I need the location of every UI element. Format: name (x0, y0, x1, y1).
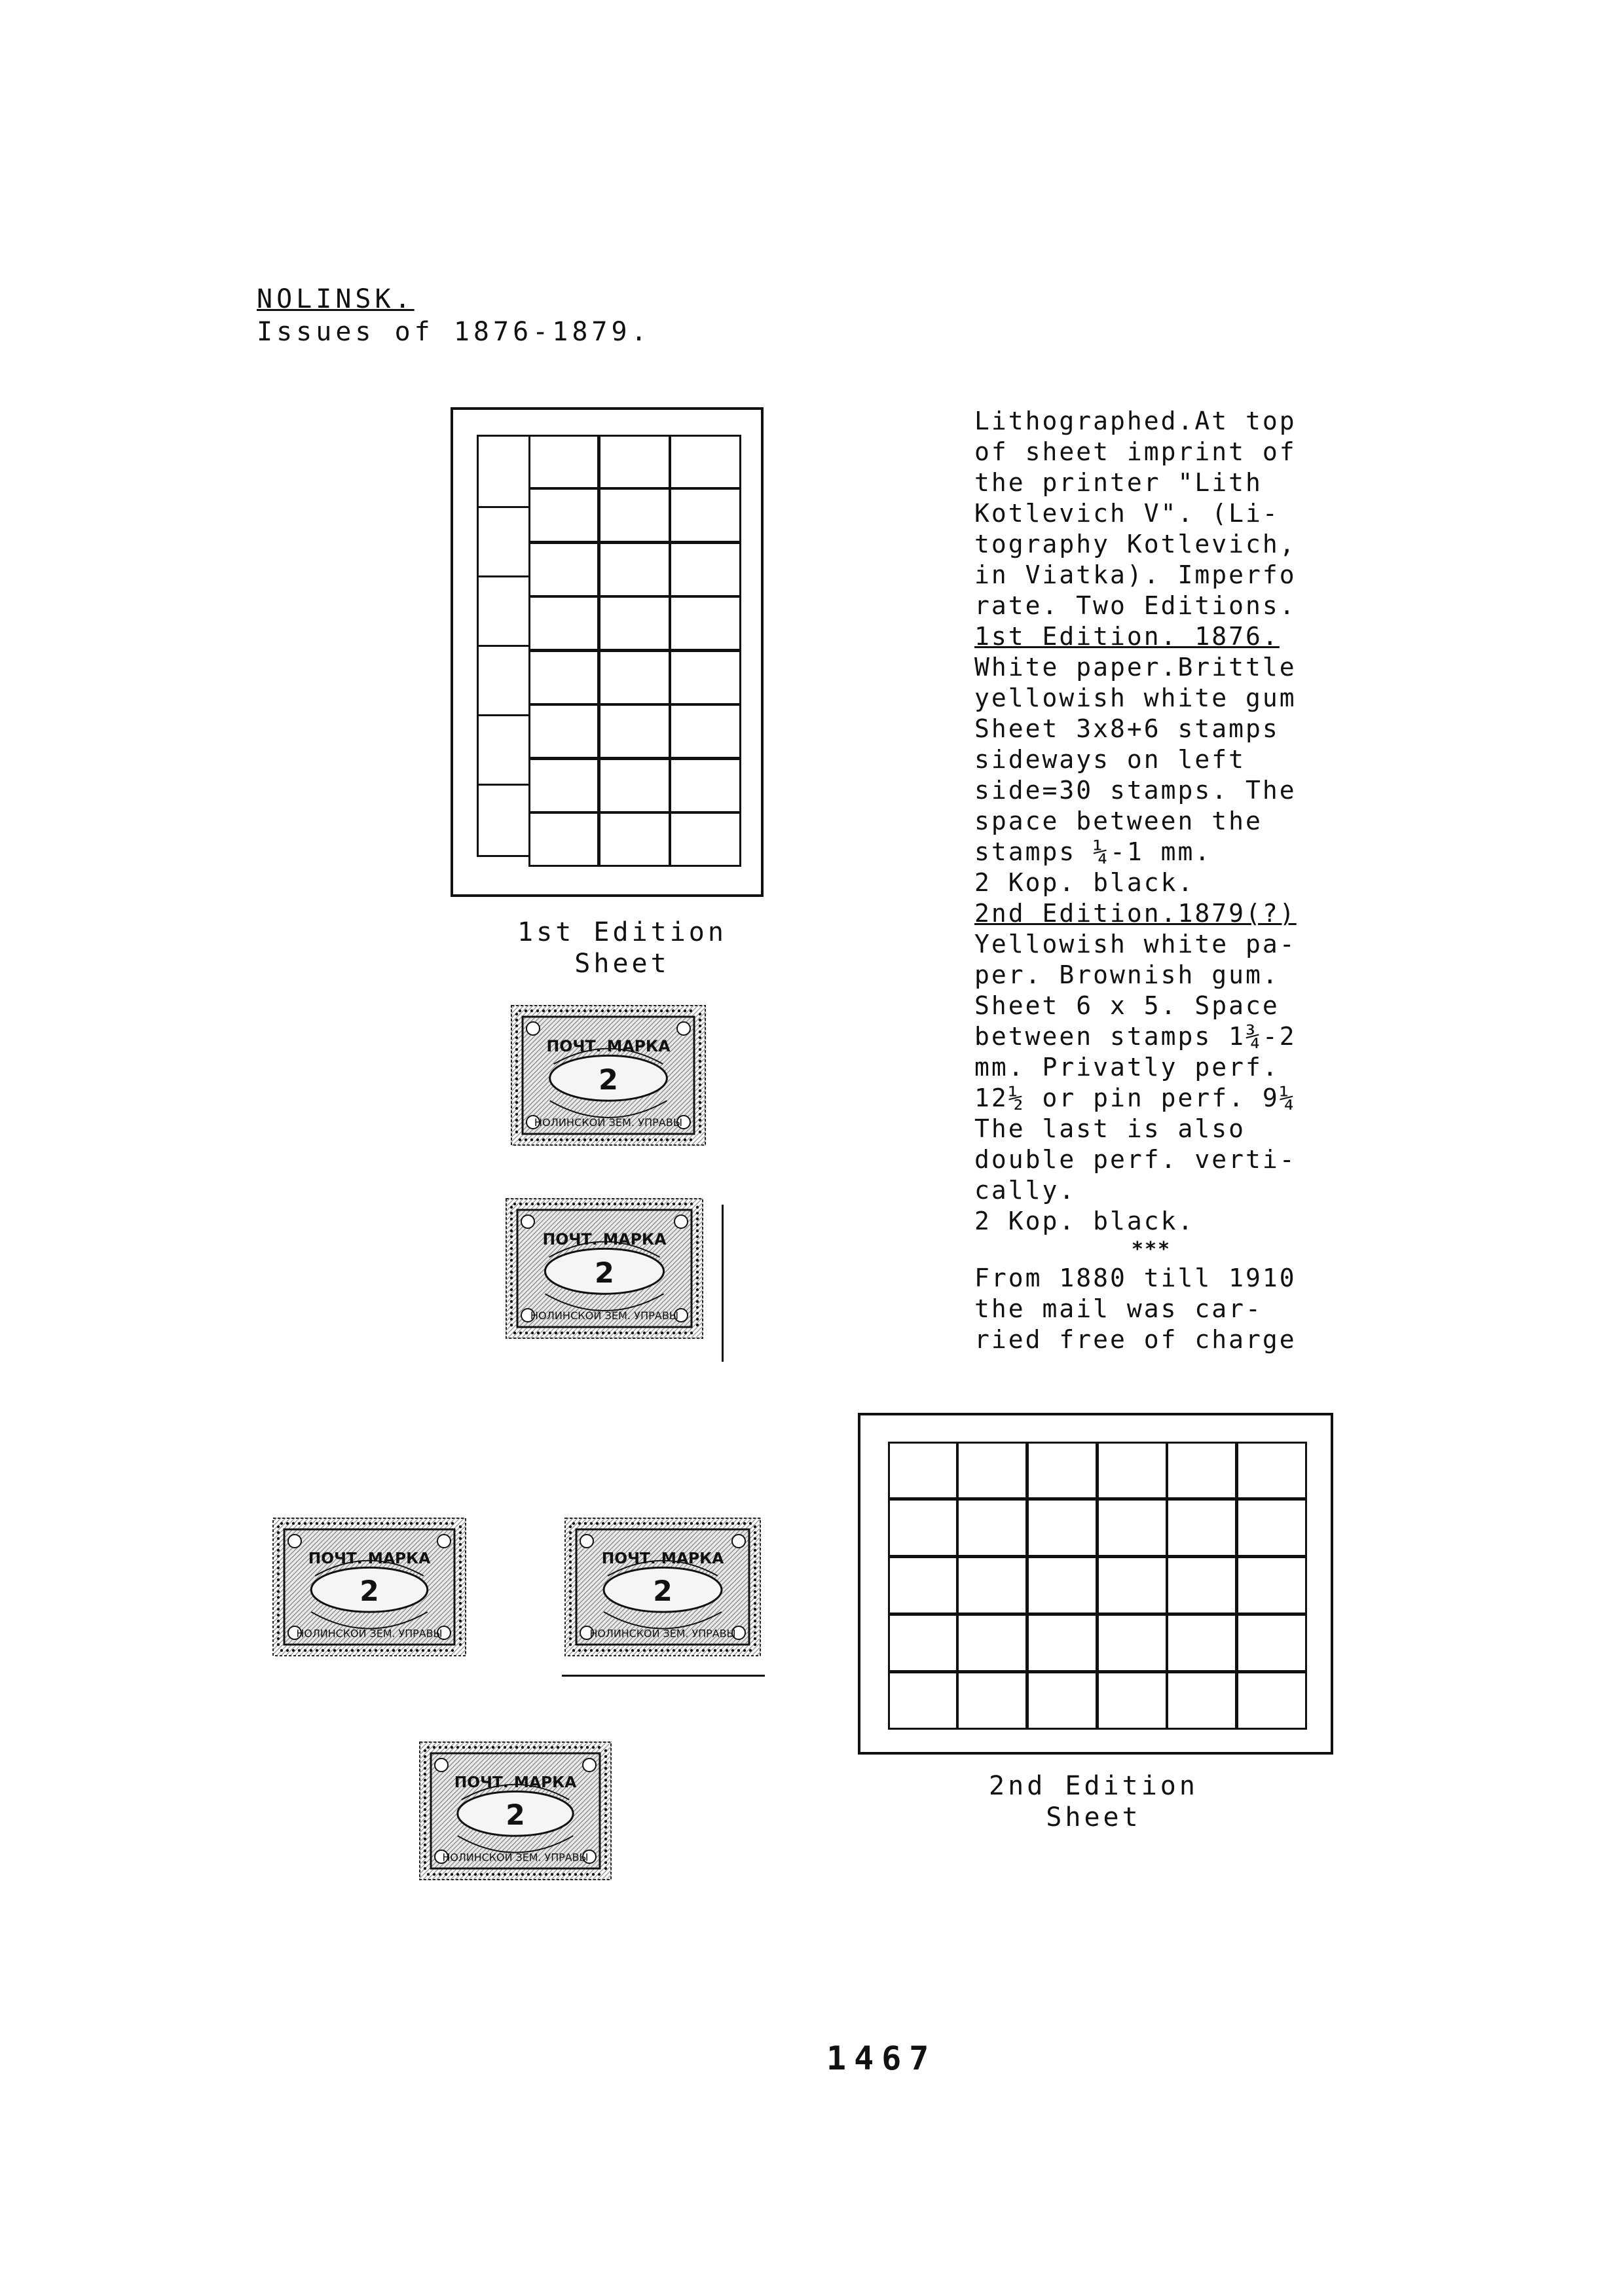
text-line: in Viatka). Imperfo (974, 560, 1297, 589)
stamp-cell (599, 596, 671, 651)
second-edition-grid (888, 1442, 1307, 1730)
stamp-cell (669, 435, 741, 489)
stamp-cell (669, 542, 741, 597)
cut-edge-line (722, 1205, 724, 1362)
stamp-cell (669, 596, 741, 651)
text-line: 2 Kop. black. (974, 1207, 1195, 1235)
stamp-cell (528, 435, 599, 489)
stamp-cell (1236, 1442, 1307, 1499)
stamp-cell (1236, 1556, 1307, 1615)
svg-text:НОЛИНСКОЙ ЗЕМ. УПРАВЫ: НОЛИНСКОЙ ЗЕМ. УПРАВЫ (589, 1627, 736, 1640)
second-edition-sheet-diagram (858, 1413, 1333, 1755)
text-line: Lithographed.At top (974, 407, 1297, 435)
separator-stars: *** (1131, 1238, 1172, 1261)
stamp-illustration (511, 1005, 706, 1146)
page-heading (257, 283, 651, 348)
text-line: double perf. verti- (974, 1145, 1297, 1174)
stamp-illustration (564, 1518, 761, 1656)
text-line: Yellowish white pa- (974, 930, 1297, 958)
stamp-illustration (506, 1198, 703, 1339)
text-line: White paper.Brittle (974, 653, 1297, 682)
text-line: side=30 stamps. The (974, 776, 1297, 805)
text-line: sideways on left (974, 745, 1246, 774)
stamp-cell (1097, 1671, 1168, 1730)
stamp-cell (599, 488, 671, 543)
first-edition-grid (477, 435, 741, 867)
heading-subtitle: Issues of 1876-1879. (257, 317, 651, 347)
stamp-cell (528, 542, 599, 597)
stamp-cell (528, 758, 599, 813)
sideways-stamp-cell (477, 435, 530, 508)
text-line: yellowish white gum (974, 683, 1297, 712)
text-line: ried free of charge (974, 1325, 1297, 1354)
text-line: Sheet 6 x 5. Space (974, 991, 1280, 1020)
svg-text:НОЛИНСКОЙ ЗЕМ. УПРАВЫ: НОЛИНСКОЙ ЗЕМ. УПРАВЫ (296, 1627, 443, 1640)
second-sheet-caption-line2: Sheet (1046, 1802, 1141, 1832)
text-line: 12½ or pin perf. 9¼ (974, 1084, 1297, 1112)
first-edition-main-grid (528, 435, 741, 867)
stamp-cell (669, 758, 741, 813)
second-sheet-caption-line1: 2nd Edition (989, 1771, 1198, 1801)
text-line: tography Kotlevich, (974, 530, 1297, 558)
text-line: space between the (974, 807, 1263, 835)
svg-text:НОЛИНСКОЙ ЗЕМ. УПРАВЫ: НОЛИНСКОЙ ЗЕМ. УПРАВЫ (530, 1309, 679, 1322)
sideways-stamp-cell (477, 784, 530, 857)
description-text (974, 406, 1328, 1355)
stamp-cell (1097, 1499, 1168, 1558)
stamp-cell (1166, 1499, 1237, 1558)
svg-text:ПОЧТ. МАРКА: ПОЧТ. МАРКА (454, 1773, 577, 1791)
svg-text:2: 2 (599, 1064, 618, 1097)
stamp-cell (1027, 1671, 1098, 1730)
stamp-cell (957, 1671, 1027, 1730)
text-line-first-edition: 1st Edition. 1876. (974, 622, 1280, 651)
text-line: of sheet imprint of (974, 437, 1297, 466)
stamp-cell (599, 650, 671, 705)
stamp-cell (1027, 1556, 1098, 1615)
text-line: cally. (974, 1176, 1077, 1205)
stamp-cell (1097, 1442, 1168, 1499)
stamp-cell (1236, 1499, 1307, 1558)
stamp-cell (957, 1556, 1027, 1615)
stamp-cell (669, 488, 741, 543)
stamp-cell (888, 1442, 958, 1499)
stamp-image-4 (564, 1518, 761, 1656)
text-line: Sheet 3x8+6 stamps (974, 714, 1280, 743)
stamp-cell (1236, 1671, 1307, 1730)
stamp-image-1 (511, 1005, 706, 1146)
svg-text:2: 2 (595, 1257, 614, 1290)
stamp-image-5 (419, 1741, 612, 1880)
text-line: per. Brownish gum. (974, 960, 1280, 989)
first-sheet-caption-line1: 1st Edition (517, 917, 727, 947)
svg-text:2: 2 (506, 1799, 525, 1832)
sideways-stamp-cell (477, 714, 530, 786)
text-line: rate. Two Editions. (974, 591, 1297, 620)
first-sheet-caption (498, 917, 747, 979)
stamp-cell (957, 1614, 1027, 1673)
stamp-cell (599, 435, 671, 489)
stamp-illustration (419, 1741, 612, 1880)
first-edition-sheet-diagram (451, 407, 764, 897)
stamp-cell (888, 1556, 958, 1615)
svg-text:2: 2 (653, 1575, 673, 1608)
cut-edge-line (562, 1675, 765, 1677)
stamp-cell (888, 1614, 958, 1673)
stamp-image-3 (272, 1518, 466, 1656)
heading-title: NOLINSK. (257, 284, 415, 314)
sideways-stamp-cell (477, 506, 530, 577)
stamp-cell (957, 1442, 1027, 1499)
stamp-cell (669, 812, 741, 867)
stamp-image-2 (506, 1198, 703, 1339)
svg-text:ПОЧТ. МАРКА: ПОЧТ. МАРКА (601, 1549, 724, 1567)
stamp-cell (528, 704, 599, 759)
text-line: between stamps 1¾-2 (974, 1022, 1297, 1051)
stamp-cell (957, 1499, 1027, 1558)
text-line: From 1880 till 1910 (974, 1264, 1297, 1292)
svg-text:ПОЧТ. МАРКА: ПОЧТ. МАРКА (308, 1549, 431, 1567)
stamp-cell (888, 1671, 958, 1730)
text-line-second-edition: 2nd Edition.1879(?) (974, 899, 1297, 928)
text-line: 2 Kop. black. (974, 868, 1195, 897)
text-line: the printer "Lith (974, 468, 1263, 497)
stamp-cell (528, 812, 599, 867)
stamp-cell (1097, 1556, 1168, 1615)
text-line: Kotlevich V". (Li- (974, 499, 1280, 528)
svg-text:НОЛИНСКОЙ ЗЕМ. УПРАВЫ: НОЛИНСКОЙ ЗЕМ. УПРАВЫ (442, 1851, 589, 1864)
stamp-cell (1166, 1671, 1237, 1730)
second-sheet-caption (969, 1770, 1218, 1833)
stamp-cell (1027, 1499, 1098, 1558)
svg-text:ПОЧТ. МАРКА: ПОЧТ. МАРКА (546, 1036, 671, 1055)
sideways-stamp-cell (477, 645, 530, 716)
sideways-stamp-cell (477, 575, 530, 647)
stamp-cell (528, 488, 599, 543)
stamp-cell (599, 704, 671, 759)
stamp-cell (528, 650, 599, 705)
svg-text:2: 2 (360, 1575, 379, 1608)
stamp-cell (599, 758, 671, 813)
svg-text:ПОЧТ. МАРКА: ПОЧТ. МАРКА (542, 1230, 667, 1248)
stamp-cell (888, 1499, 958, 1558)
text-line: stamps ¼-1 mm. (974, 837, 1212, 866)
stamp-cell (1097, 1614, 1168, 1673)
stamp-cell (1027, 1442, 1098, 1499)
stamp-cell (669, 704, 741, 759)
stamp-cell (1166, 1556, 1237, 1615)
stamp-cell (1027, 1614, 1098, 1673)
text-line: mm. Privatly perf. (974, 1053, 1280, 1082)
first-sheet-caption-line2: Sheet (574, 949, 670, 979)
text-line: the mail was car- (974, 1294, 1263, 1323)
page-number: 1467 (826, 2039, 937, 2077)
text-line: The last is also (974, 1114, 1246, 1143)
stamp-illustration (272, 1518, 466, 1656)
stamp-cell (1166, 1614, 1237, 1673)
svg-text:НОЛИНСКОЙ ЗЕМ. УПРАВЫ: НОЛИНСКОЙ ЗЕМ. УПРАВЫ (534, 1116, 683, 1129)
stamp-cell (1236, 1614, 1307, 1673)
stamp-cell (669, 650, 741, 705)
stamp-cell (599, 542, 671, 597)
stamp-cell (528, 596, 599, 651)
stamp-cell (1166, 1442, 1237, 1499)
stamp-cell (599, 812, 671, 867)
